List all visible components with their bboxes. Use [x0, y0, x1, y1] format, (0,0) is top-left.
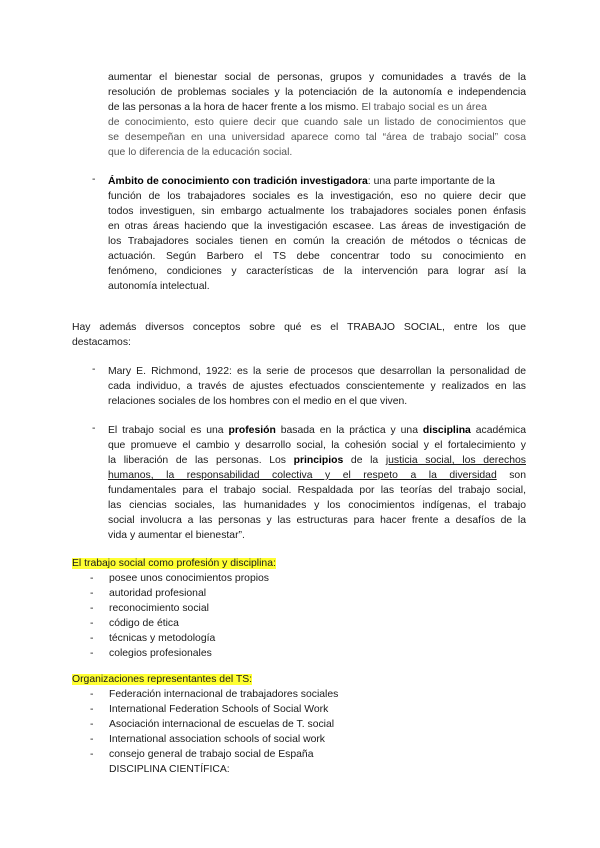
text-line: función de los trabajadores sociales es la investigación, eso no quiere decir que: [108, 191, 526, 202]
top-paragraph: [108, 70, 526, 160]
text-segment: la liberación de las personas. Los: [108, 455, 294, 466]
text-line: fundamentales para el trabajo social. Respaldada por las teorías del trabajo social,: [108, 485, 526, 496]
text-line: relaciones sociales de los hombres con el medio en el que viven.: [108, 396, 408, 407]
text-segment: de la: [343, 455, 386, 466]
text-line: que lo diferencia de la educación social.: [108, 147, 293, 158]
underlined-text: justicia social, los derechos: [385, 455, 526, 466]
text-line: [108, 174, 526, 189]
text-line: de conocimiento, esto quiere decir que cuando sale un listado de conocimientos que: [108, 117, 526, 128]
text-segment: basada en la práctica y una: [275, 425, 423, 436]
list-dash: -: [90, 588, 94, 599]
list-dash: -: [92, 174, 96, 185]
text-line: se desempeñan en una universidad aparece como tal “área de trabajo social” cosa: [108, 132, 526, 143]
bold-term: profesión: [228, 425, 276, 436]
text-line: social involucra a las personas y las estructuras para hacer frente a desafíos de la: [108, 515, 526, 526]
intro-paragraph: [72, 320, 526, 350]
list-item-text: reconocimiento social: [109, 603, 209, 614]
bold-term: principios: [293, 455, 344, 466]
list-dash: -: [90, 749, 94, 760]
list-dash: -: [92, 364, 96, 375]
text-line: vida y aumentar el bienestar”.: [108, 530, 245, 541]
bold-term: Ámbito de conocimiento con tradición investigadora: [108, 176, 368, 187]
ambito-paragraph: [108, 174, 526, 294]
definition-paragraph: [108, 423, 526, 543]
list-dash: -: [90, 648, 94, 659]
profesion-heading: [72, 556, 276, 571]
list-item-text: código de ética: [109, 618, 179, 629]
richmond-paragraph: [108, 364, 526, 409]
underlined-text: humanos, la responsabilidad colectiva y el respeto a la diversidad: [108, 470, 497, 481]
highlighted-heading: El trabajo social como profesión y disciplina:: [72, 558, 276, 569]
text-line: autonomía intelectual.: [108, 281, 210, 292]
text-segment: son: [496, 470, 526, 481]
text-line: que promueve el cambio y desarrollo social, la cohesión social y el fortalecimiento y: [108, 440, 526, 451]
text-line: en otras áreas haciendo que la investigación escasee. Las áreas de investigación de: [108, 221, 526, 232]
text-segment: académica: [470, 425, 527, 436]
list-dash: -: [90, 603, 94, 614]
text-segment: de las personas a la hora de hacer frente a los mismo.: [108, 102, 359, 113]
text-line: [108, 453, 526, 468]
text-line: todos investiguen, sin embargo actualmente los trabajadores sociales ponen énfasis: [108, 206, 526, 217]
list-item-text: colegios profesionales: [109, 648, 212, 659]
text-line: aumentar el bienestar social de personas, grupos y comunidades a través de la: [108, 72, 526, 83]
list-dash: -: [90, 633, 94, 644]
text-line: Hay además diversos conceptos sobre qué es el TRABAJO SOCIAL, entre los que: [72, 322, 526, 333]
list-item-text: posee unos conocimientos propios: [109, 573, 269, 584]
bold-term: disciplina: [422, 425, 471, 436]
subheading-text: DISCIPLINA CIENTÍFICA:: [109, 764, 230, 775]
list-dash: -: [92, 423, 96, 434]
list-dash: -: [90, 689, 94, 700]
text-segment: El trabajo social es un área: [358, 102, 487, 113]
text-line: [108, 423, 526, 438]
highlighted-heading: Organizaciones representantes del TS:: [72, 674, 253, 685]
list-dash: -: [90, 719, 94, 730]
list-item-text: International Federation Schools of Social Work: [109, 704, 329, 715]
list-dash: -: [90, 734, 94, 745]
list-item-text: autoridad profesional: [109, 588, 207, 599]
list-dash: -: [90, 618, 94, 629]
list-item-text: Federación internacional de trabajadores sociales: [109, 689, 339, 700]
text-line: destacamos:: [72, 337, 131, 348]
text-segment: El trabajo social es una: [108, 425, 229, 436]
list-item-text: técnicas y metodología: [109, 633, 216, 644]
text-line: cada individuo, a través de ajustes efectuados conscientemente y realizados en las: [108, 381, 526, 392]
text-line: [108, 100, 526, 115]
list-item-text: Asociación internacional de escuelas de T. social: [109, 719, 335, 730]
organizaciones-heading: [72, 672, 252, 687]
text-line: actuación. Según Barbero el TS debe concentrar todo su conocimiento en: [108, 251, 526, 262]
text-line: fenómeno, condiciones y características de la intervención para lograr así la: [108, 266, 526, 277]
text-line: las ciencias sociales, las humanidades y los conocimientos indígenas, el trabajo: [108, 500, 526, 511]
text-line: resolución de problemas sociales y la potenciación de la autonomía e independencia: [108, 87, 526, 98]
text-line: los Trabajadores sociales tienen en común la creación de métodos o técnicas de: [108, 236, 526, 247]
text-line: Mary E. Richmond, 1922: es la serie de procesos que desarrollan la personalidad de: [108, 366, 526, 377]
list-dash: -: [90, 573, 94, 584]
list-item-text: consejo general de trabajo social de España: [109, 749, 314, 760]
text-line: [108, 468, 526, 483]
list-dash: -: [90, 704, 94, 715]
text-segment: : una parte importante de la: [367, 176, 495, 187]
list-item-text: International association schools of social work: [109, 734, 326, 745]
